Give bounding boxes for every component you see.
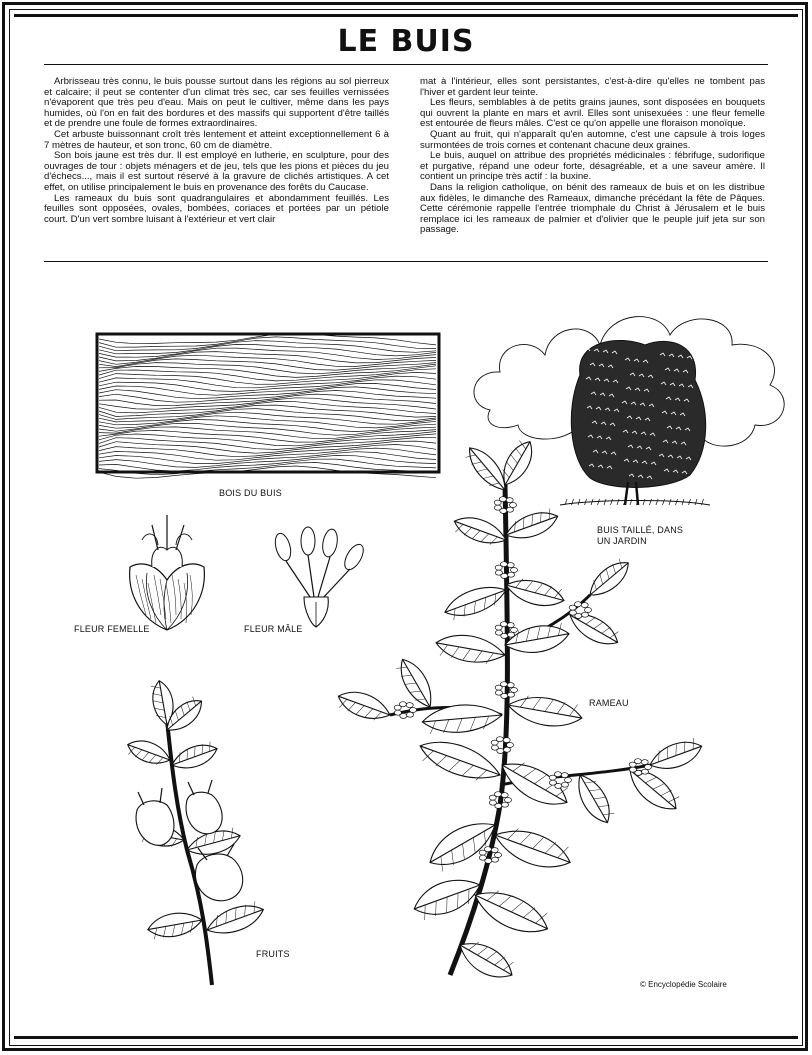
flower-bud	[582, 612, 589, 617]
flower-bud	[504, 747, 511, 752]
flower-bud	[399, 702, 406, 707]
flower-bud	[565, 778, 572, 783]
flower-bud	[507, 623, 514, 628]
label-fruits: FRUITS	[256, 949, 290, 959]
flower-bud	[634, 759, 641, 764]
label-fleur-femelle: FLEUR FEMELLE	[74, 624, 150, 634]
flower-bud	[549, 780, 556, 785]
top-bar	[14, 14, 798, 17]
paragraph: Le buis, auquel on attribue des propriétés médicinales : fébrifuge, sudorifique et purgative, répand une odeur forte, désagréable, et a une saveur amère. Il contient un principe très actif : la buxine.	[420, 150, 765, 183]
flower-bud	[562, 782, 569, 787]
flower-bud	[479, 855, 486, 860]
fruit-leaf	[124, 735, 173, 769]
flower-bud	[554, 772, 561, 777]
paragraph: Les fleurs, semblables à de petits grains jaunes, sont disposées en bouquets qui ouvrent la plante en mars et avril. Elles sont unisexuées : une fleur femelle est entourée de fleurs mâles. C'est ce qu'on appelle une floraison monoïque.	[420, 97, 765, 130]
flower-bud	[561, 773, 568, 778]
flower-bud	[508, 692, 515, 697]
rameau-illustration	[330, 445, 730, 985]
flower-bud	[507, 563, 514, 568]
flower-bud	[507, 743, 514, 748]
flower-bud	[500, 682, 507, 687]
flower-bud	[511, 628, 518, 633]
female-flower-illustration	[122, 505, 212, 635]
flower-bud	[499, 497, 506, 502]
flower-bud	[495, 570, 502, 575]
flower-bud	[495, 690, 502, 695]
text-column-left	[44, 77, 389, 225]
label-fleur-male: FLEUR MÂLE	[244, 624, 303, 634]
text-bottom-rule	[44, 261, 768, 262]
page-title: LE BUIS	[337, 24, 475, 59]
flower-bud	[641, 760, 648, 765]
flower-bud	[581, 603, 588, 608]
flower-bud	[500, 562, 507, 567]
fruit-leaf	[203, 899, 267, 941]
label-bois: BOIS DU BUIS	[219, 488, 282, 498]
flower-bud	[506, 498, 513, 503]
flower-bud	[494, 505, 501, 510]
flower-bud	[507, 507, 514, 512]
flower-bud	[491, 848, 498, 853]
flower-bud	[508, 572, 515, 577]
flower-bud	[503, 738, 510, 743]
rameau-leaf	[441, 579, 510, 622]
flower-bud	[642, 769, 649, 774]
flower-bud	[494, 792, 501, 797]
rameau-leaf	[584, 555, 635, 602]
rameau-leaf	[490, 821, 575, 877]
flower-bud	[489, 800, 496, 805]
label-buis-taille-line2: UN JARDIN	[597, 536, 647, 546]
paragraph: Cet arbuste buissonnant croît très lentement et atteint exceptionnellement 6 à 7 mètres de hauteur, et son tronc, 60 cm de diamètre.	[44, 128, 389, 151]
flower-bud	[569, 610, 576, 615]
flower-bud	[507, 683, 514, 688]
flower-bud	[406, 703, 413, 708]
flower-bud	[502, 802, 509, 807]
flower-bud	[484, 847, 491, 852]
flower-bud	[496, 737, 503, 742]
paragraph: Son bois jaune est très dur. Il est employé en lutherie, en sculpture, pour des ouvrages de tour : objets ménagers et de jeu, tels que les pions et pièces du jeu d'échecs..., mais il est surtout réservé à la gravure de clichés artistiques. A cet effet, on utilise principalement le buis en provenance des forêts du Caucase.	[44, 150, 389, 193]
label-rameau: RAMEAU	[589, 698, 629, 708]
flower-bud	[629, 767, 636, 772]
paragraph: Les rameaux du buis sont quadrangulaires et abondamment feuillés. Les feuilles sont opposées, ovales, bombées, coriaces et portées par un pétiole court. D'un vert sombre luisant à l'extérieur et vert clair	[44, 192, 389, 225]
flower-bud	[491, 745, 498, 750]
rameau-leaf	[506, 692, 585, 732]
flower-bud	[495, 853, 502, 858]
fruit-leaf	[169, 739, 221, 774]
paragraph: Arbrisseau très connu, le buis pousse surtout dans les régions au sol pierreux et calcaire; il peut se contenter d'un climat très sec, car ses feuilles vernissées n'évaporent que très peu d'eau. Mais on peut le cultiver, même dans les pays humides, où l'on en fait des bordures et des massifs qui supportent d'être taillés et de prendre une foule de formes extraordinaires.	[44, 76, 389, 130]
flower-bud	[505, 798, 512, 803]
rameau-leaf	[334, 686, 393, 726]
rameau-leaf	[646, 736, 705, 776]
flower-bud	[574, 602, 581, 607]
flower-bud	[407, 712, 414, 717]
flower-bud	[510, 503, 517, 508]
flower-bud	[394, 710, 401, 715]
fruits-illustration	[112, 700, 302, 990]
rameau-leaf	[570, 769, 617, 828]
bottom-bar	[14, 1036, 798, 1039]
flower-bud	[495, 630, 502, 635]
rameau-leaf	[503, 574, 567, 611]
flower-bud	[511, 568, 518, 573]
label-buis-taille-line1: BUIS TAILLÉ, DANS	[597, 525, 684, 535]
flower-bud	[410, 708, 417, 713]
flower-bud	[492, 857, 499, 862]
flower-bud	[501, 793, 508, 798]
rameau-leaf	[434, 630, 507, 667]
fruit-leaf	[146, 909, 204, 941]
rameau-leaf	[451, 511, 510, 550]
title-rule	[44, 64, 768, 65]
copyright-notice: © Encyclopédie Scolaire	[640, 980, 727, 989]
flower-bud	[500, 622, 507, 627]
flower-bud	[511, 688, 518, 693]
flower-bud	[585, 608, 592, 613]
flower-bud	[508, 632, 515, 637]
paragraph: mat à l'intérieur, elles sont persistantes, c'est-à-dire qu'elles ne tombent pas l'hiver et gardent leur teinte.	[420, 76, 765, 98]
paragraph: Quant au fruit, qui n'apparaît qu'en automne, c'est une capsule à trois loges surmontées de trois cornes et contenant chacune deux graines.	[420, 128, 765, 151]
flower-bud	[645, 765, 652, 770]
paragraph: Dans la religion catholique, on bénit des rameaux de buis et on les distribue aux fidèles, le dimanche des Rameaux, dimanche précédant la fête de Pâques. Cette cérémonie rappelle l'entrée triomphale du Christ à Jérusalem et le buis remplace ici les rameaux de palmier et d'olivier que le peuple juif jeta sur son passage.	[420, 181, 765, 236]
text-column-right	[420, 77, 765, 236]
